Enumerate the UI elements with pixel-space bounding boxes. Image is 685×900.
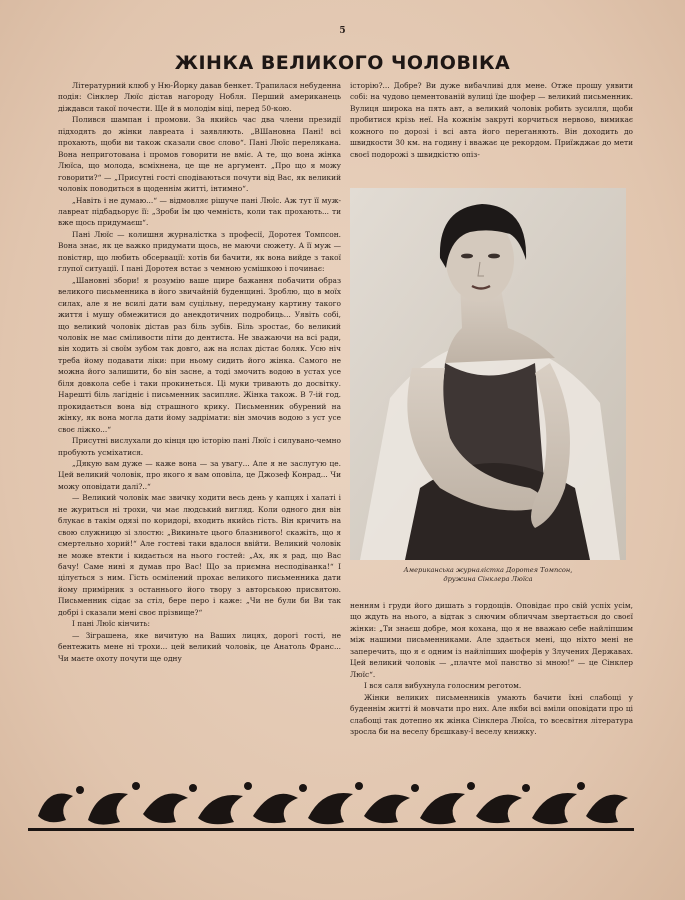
paragraph: І вся саля вибухнула голосним реготом. — [364, 681, 522, 691]
left-text-column — [58, 80, 341, 767]
paragraph: „Шановні збори! я розумію ваше щире бажання побачити образ великого письменника в його звичайній буденщині. Зроблю, що в моїх силах, але я не всилі дати вам суцільну, передуману картину такого життя і мушу обмежитися до анекдотичних подробиць... Уявіть собі, що великий чоловік дістав раз біль зубів. Біль зростає, бо великий чоловік не має сміливости піти до дентиста. Не зважаючи на всі ради, він ходить зі своїм зубом так довго, аж на яслах дістає боляк. Усю ніч треба йому подавати ліки: при ньому сидить його жінка. Самого не можна його залишити, бо він засне, а тоді змочить водою в устах усе біля довкола себе і таки прокинеться. Ці муки тривають до досвітку. Нарешті біль лагідніє і письменник засипляє. Жінка також. В 7-ій год. прокидається вона від страшного крику. Письменник обурений на жінку, як вона могла дати йому задрімати: він змочив водою з уст усе своє ліжко...“ — [58, 275, 341, 434]
paragraph: Літературний клюб у Ню-Йорку давав бенкет. Трапилася небуденна подія: Сінклер Люїс дістав нагороду Нобля. Перший американець діждався такої почести. Ще й в молодім віці, перед 50-кою. — [58, 81, 341, 113]
caption-line: дружина Сінклера Люїса — [443, 575, 533, 583]
portrait-image-icon — [350, 188, 626, 560]
paragraph: Жінки великих письменників умають бачити їхні слабощі у буденнім житті й мовчати про них. Але якби всі вміли оповідати про ці слабощі так дотепно як жінка Сінклера Люїса, то всесвітня література зросла би на веселу брєшкаву-ї веселу книжку. — [350, 692, 633, 736]
paragraph: ненням і груди його дишать з гордощів. Оповідає про свій успіх усім, що ждуть на нього, а відтак з сяючим обличчам звертається до своєї жінки: „Ти знаєш добре, моя кохана, що я не вважаю себе найліпшим між нашими письменниками. Але здається мені, що ніхто мені не заперечить, що я є одним із найліпших шоферів у Злучених Державах. Цей великий чоловік — „плачте мої панство зі мною!“ — це Сінклер Люїс“. — [350, 601, 633, 679]
paragraph: Пані Люїс — колишня журналістка з професії, Доротея Томпсон. Вона знає, як це важко придумати щось, не маючи сюжету. А її муж — повістяр, що любить обсервації: хотів би бачити, як вона вийде з такої глупої ситуації. І пані Доротея встає з чемною усмішкою і починає: — [58, 229, 341, 274]
paragraph: — Великий чоловік має звичку ходити весь день у капцях і халаті і не журиться ні трохи, чи має людський вигляд. Коли одного дня він блукає в такім одязі по коридорі, входить якийсь гість. Він кричить на свою служницю зі злостю: „Викиньте цього блазнивого! скажіть, що я смертельно хорий!“ Але гостеві таки вдалося ввійти. Великий чоловік не може втекти і кидається на нього гостей: „Ах, як я рад, що Вас бачу! Саме нині я думав про Вас! Що за приємна несподіванка!“ І цілується з ним. Гість осмілений прохає великого письменника дати йому примірник з останнього його твору з авторською присвятою. Письменник сідає за стіл, бере перо і каже: „Чи не були би Ви так добрі і сказали мені своє прізвище?“ — [58, 493, 341, 617]
photo-caption — [350, 566, 626, 584]
paragraph: історію?... Добре? Ви дуже вибачливі для мене. Отже прошу уявити собі: на чудово цементованій вулиці їде шофер — великий письменник. Вулиця широка на пять авт, а великий чоловік робить зусилля, щоби пробитися крізь неї. На кожнім закруті корчиться нервово, вимикає кожного по дорозі і всі авта його переганяють. Він доходить до швидкости 30 км. на годину і вважає це рекордом. Приїжджає до мети своєї подорожі з швидкістю опіз- — [350, 81, 633, 159]
floral-band-ornament — [28, 776, 634, 836]
paragraph: — Зіграшена, яке вичитую на Ваших лицях, дорогі гості, не бентежить мене ні трохи... цей великий чоловік, це Анатоль Франс... Чи маєте охоту почути ще одну — [58, 630, 341, 663]
right-text-column-bottom — [350, 600, 633, 767]
paragraph: Присутні вислухали до кінця цю історію пані Люїс і силувано-чемно пробують усміхатися. — [58, 436, 341, 457]
right-text-column-top — [350, 80, 633, 174]
caption-line: Американська журналістка Доротея Томпсон, — [403, 566, 573, 574]
page-number: 5 — [339, 26, 346, 36]
article-title: ЖІНКА ВЕЛИКОГО ЧОЛОВІКА — [174, 52, 511, 74]
portrait-photo — [350, 188, 626, 560]
paragraph: Полився шампан і промови. За якийсь час два члени президії підходять до жінки лавреата і заявляють. „ВШановна Пані! всі прохають, щоби ви також сказали своє слово“. Пані Люїс перелякана. Вона неприготована і промов говорити не вміє. А те, що вона жінка Люїса, що молода, всміхнена, це ще не аргумент. „Про що я можу говорити?“ — „Присутні гості сподіваються почути від Вас, як великий чоловік поводиться в щоденнім житті, інтимно“. — [58, 115, 341, 194]
paragraph: „Навіть і не думаю...“ — відмовляє рішуче пані Люїс. Аж тут її муж-лавреат підбадьорує її: „Зроби їм цю чемність, коли так прохають... ти вже щось придумаєш“. — [58, 195, 341, 228]
paragraph: І пані Люїс кінчить: — [72, 619, 151, 629]
ornament-icon — [28, 776, 634, 836]
paragraph: „Дякую вам дуже — каже вона — за увагу... Але я не заслугую це. Цей великий чоловік, про якого я вам оповіла, це Джозеф Конрад... Чи можу оповідати далі?..“ — [58, 458, 341, 491]
